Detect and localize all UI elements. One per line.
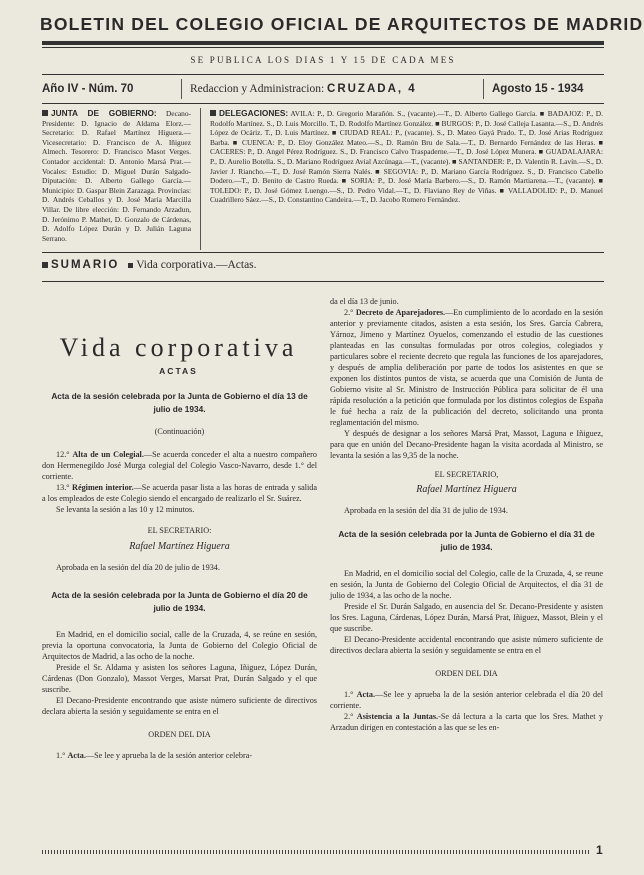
junta-de-gobierno: JUNTA DE GOBIERNO: Decano-Presidente: D. Ignacio de Aldama Elorz.—Secretario: D. Rafael Martínez Higuera.—Vicesecretario: D. Francisco de A. Iñiguez Almech. Tesorero: D. Francisco Masot Verges. Contador accidental: D. Antonio Marsá Prat.—Vocales: Estudio: D. Miguel Durán Salgado-Diputación: D. Alberto Gallego García.—Municipio: D. Gaspar Blein Zarazaga. Provincias: D. Andrés Ceballos y D. José María Marcilla Villar. De libre elección: D. Fernando Arzadun, D. Jerónimo P. Mathet, D. Gonzalo de Cárdenas, D. Adolfo López Durán y D. Julián Laguna Serrano. bbox=[42, 108, 191, 243]
footer-rule bbox=[42, 850, 590, 854]
signature: Rafael Martínez Higuera bbox=[129, 541, 230, 552]
info-divider-1 bbox=[181, 79, 182, 99]
paragraph: El Decano-Presidente accidental encontrando que asiste número suficiente de directivos declara abierta la sesión y seguidamente se entra en el bbox=[330, 635, 603, 655]
page-number: 1 bbox=[596, 843, 603, 857]
paragraph: En Madrid, en el domicilio social, calle de la Cruzada, 4, se reúne en sesión, previa la oportuna convocatoria, la Junta de Gobierno del Colegio Oficial de Arquitectos de Madrid, a las ocho de la noche. bbox=[42, 630, 317, 661]
square-bullet-icon bbox=[42, 110, 48, 116]
issue-date: Agosto 15 - 1934 bbox=[492, 83, 584, 95]
sumario-rule-top bbox=[42, 252, 604, 253]
paragraph: 1.° Acta.—Se lee y aprueba la de la sesión anterior celebrada el día 20 del corriente. bbox=[330, 690, 604, 710]
square-bullet-icon bbox=[128, 263, 133, 268]
square-bullet-icon bbox=[210, 110, 216, 116]
article-title: Vida corporativa bbox=[59, 333, 298, 362]
signature: Rafael Martínez Higuera bbox=[416, 484, 517, 495]
sumario-rule-bottom bbox=[42, 281, 604, 282]
paragraph: 2.° Asistencia a la Juntas.-Se dá lectura a la carta que los Sres. Mathet y Arzadun dirigen en contestación a las que se les en- bbox=[330, 712, 603, 732]
article-kicker: ACTAS bbox=[159, 366, 198, 376]
paragraph: 12.° Alta de un Colegial.—Se acuerda conceder el alta a nuestro compañero don Hermenegildo José Murga colegial del Colegio Vasco-Navarro, desde 1.° del corriente. bbox=[42, 450, 317, 481]
approval-note: Aprobada en la sesión del día 20 de julio de 1934. bbox=[56, 563, 220, 572]
info-divider-2 bbox=[483, 79, 484, 99]
issue-address: Redaccion y Administracion: CRUZADA, 4 bbox=[190, 83, 417, 95]
masthead-rule-thin bbox=[42, 47, 604, 48]
orden-del-dia: ORDEN DEL DIA bbox=[148, 730, 211, 739]
sumario: SUMARIO Vida corporativa.—Actas. bbox=[42, 259, 257, 271]
secretario-label: EL SECRETARIO: bbox=[147, 526, 212, 535]
acta-heading: Acta de la sesión celebrada por la Junta de Gobierno el día 31 de julio de 1934. bbox=[338, 529, 595, 552]
acta-heading: Acta de la sesión celebrada por la Junta de Gobierno el día 13 de julio de 1934. bbox=[51, 391, 308, 414]
masthead-title: BOLETIN DEL COLEGIO OFICIAL DE ARQUITECTOS DE MADRID bbox=[40, 14, 644, 34]
orden-del-dia: ORDEN DEL DIA bbox=[435, 669, 498, 678]
info-rule-top bbox=[42, 74, 604, 75]
paragraph: da el día 13 de junio. bbox=[330, 297, 399, 306]
paragraph: En Madrid, en el domicilio social del Colegio, calle de la Cruzada, 4, se reune en sesión, la Junta de Gobierno del Colegio Oficial de Arquitectos, el día 31 de julio de 1934, a las ocho de la noche. bbox=[330, 569, 603, 600]
paragraph: Y después de designar a los señores Marsá Prat, Massot, Laguna e Iñiguez, para que en unión del Decano-Presidente hagan la visita acordada al Ministro, se levanta la sesión a las 9,35 de la noche. bbox=[330, 429, 603, 460]
masthead-subtitle: SE PUBLICA LOS DIAS 1 Y 15 DE CADA MES bbox=[190, 55, 456, 65]
masthead-rule-thick bbox=[42, 41, 604, 45]
paragraph: 13.° Régimen interior.—Se acuerda pasar lista a las horas de entrada y salida a los empleados de este Colegio siendo el encargado de realizarlo el Sr. Suárez. bbox=[42, 483, 318, 503]
paragraph: 1.° Acta.—Se lee y aprueba la de la sesión anterior celebra- bbox=[56, 751, 253, 760]
header-column-divider bbox=[200, 108, 201, 250]
approval-note: Aprobada en la sesión del día 31 de julio de 1934. bbox=[344, 506, 508, 515]
continuacion-label: (Continuación) bbox=[154, 427, 205, 436]
square-bullet-icon bbox=[42, 262, 48, 268]
paragraph: Preside el Sr. Aldama y asisten los señores Laguna, Iñiguez, López Durán, Cárdenas (Don Gonzalo), Massot Verges, Marsat Prat, Durán Salgado y el que suscribe. bbox=[42, 663, 317, 694]
paragraph: Se levanta la sesión a las 10 y 12 minutos. bbox=[56, 505, 195, 514]
secretario-label: EL SECRETARIO, bbox=[434, 470, 499, 479]
info-rule-bottom bbox=[42, 103, 604, 104]
left-column bbox=[42, 390, 317, 761]
paragraph: Preside el Sr. Durán Salgado, en ausencia del Sr. Decano-Presidente y asisten los Sres. Laguna, Cárdenas, López Durán, Marsá Prat, Iñiguez, Massot, Blein y el que suscribe. bbox=[330, 602, 603, 633]
issue-number: Año IV - Núm. 70 bbox=[42, 83, 134, 95]
acta-heading: Acta de la sesión celebrada por la Junta de Gobierno el día 20 de julio de 1934. bbox=[51, 590, 308, 613]
paragraph: El Decano-Presidente encontrando que asiste número suficiente de directivos declara abierta la sesión y seguidamente se entra en el bbox=[42, 696, 317, 716]
right-column bbox=[330, 296, 603, 733]
paragraph: 2.° Decreto de Aparejadores.—En cumplimiento de lo acordado en la sesión anterior y previamente citados, asisten a esta sesión, los Sres. García Cabrera, Yárnoz, Jimeno y Martínez Oyuelos, comenzando el estudio de las cuestiones planteadas en las consultas formuladas por otros colegios, colegiados y particulares sobre el reciente decreto que regula las funciones de los aparejadores, y después de amplia deliberación por parte de todos los asistentes en que se exponen los distintos puntos de vista, se acuerda que una Comisión de Junta de Gobierno visite al Sr. Ministro de Instrucción Pública para solicitar de él una rápida resolución a la petición que formulada por los distintos colegios de España le fué hecha a raíz de la publicación del decreto, solicitando una pronta reglamentación del mismo. bbox=[330, 308, 604, 427]
delegaciones: DELEGACIONES: AVILA: P., D. Gregorio Marañón. S., (vacante).—T., D. Alberto Gallego García. ■ BADAJOZ: P., D. Rodolfo Martínez. S., D. Luis Morcillo. T., D. Rodolfo Martínez González. ■ BURGOS: P., D. José Calleja Lasanta.—S., D. Andrés López de Ocáriz. T., D. Luis Martínez. ■ CIUDAD REAL: P., (vacante). S., D. Mateo Gayá Prado. T., D. José Arias Rodríguez Barba. ■ CUENCA: P., D. Eloy González Mateo.—S., D. Ramón Bru de Sala.—T., D. Bernardo Fernández de las Heras. ■ CACERES: P., D. Angel Pérez Rodríguez. S., D. Francisco Calvo Traspaderne.—T., D. José López Munera. ■ GUADALAJARA: P., D. Aurelio Botella. S., D. Mariano Rodríguez Avial Azcúnaga.—T., (vacante). ■ SANTANDER: P., D. Valentín R. Lavín.—S., D. Javier J. Riancho.—T., D. José Ramón Sierra Nalés. ■ SEGOVIA: P., D. Mariano García Rodríguez. S., D. Francisco Cabello Dodero.—T., D. Benito de Castro Rueda. ■ SORIA: P., D. José María Barbero.—S., D. Ramón Martiarena.—T., (vacante). ■ TOLEDO: P., D. José Gómez Luengo.—S., D. Pedro Vidal.—T., D. Flaviano Rey de Viñas. ■ VALLADOLID: P., D. Manuel Cuadrillero Sáez.—S., D. Constantino Candeira.—T., D. Jacobo Romero Fernández. bbox=[210, 108, 603, 205]
